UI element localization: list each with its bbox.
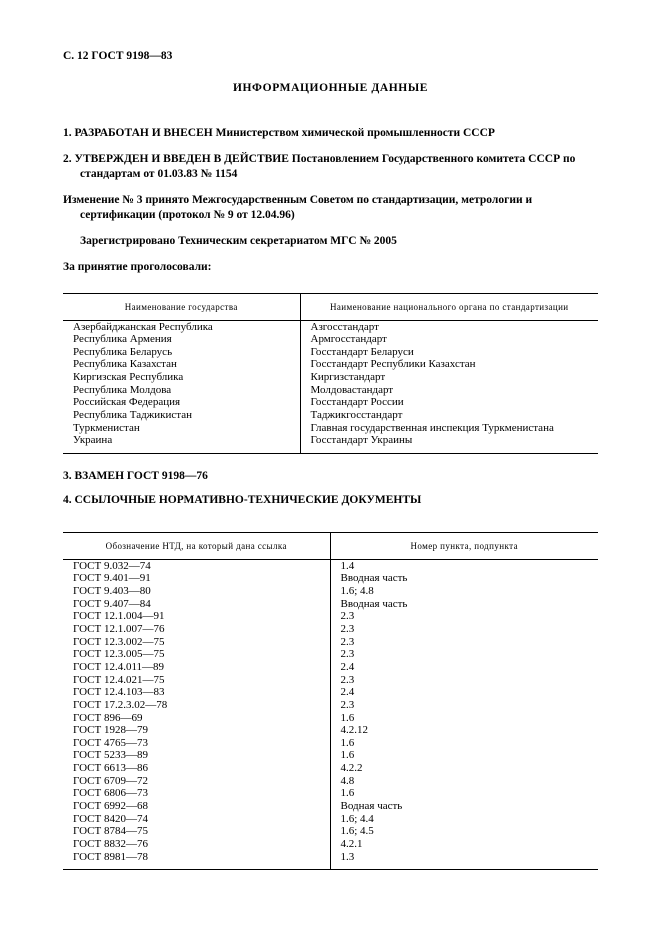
amendment-note: Изменение № 3 принято Межгосударственным Советом по стандартизации, метрологии и сертификации (протокол № 9 от 12.04.96) bbox=[63, 193, 533, 221]
reference-table-row bbox=[63, 572, 598, 585]
clause-reference: 1.6 bbox=[340, 711, 355, 724]
gost-reference: ГОСТ 9.403—80 bbox=[63, 585, 330, 598]
reference-table-row bbox=[63, 610, 598, 623]
reference-table-row bbox=[63, 851, 598, 870]
vote-table-header-row bbox=[63, 293, 598, 320]
reference-table-row bbox=[63, 623, 598, 636]
clause-4: 4. ССЫЛОЧНЫЕ НОРМАТИВНО-ТЕХНИЧЕСКИЕ ДОКУМЕНТЫ bbox=[63, 493, 422, 506]
gost-reference: ГОСТ 6806—73 bbox=[63, 787, 330, 800]
gost-reference: ГОСТ 6992—68 bbox=[63, 800, 330, 813]
gost-reference: ГОСТ 12.4.011—89 bbox=[63, 661, 330, 674]
state-name: Украина bbox=[63, 434, 300, 453]
standards-org-name: Киргизстандарт bbox=[310, 371, 386, 384]
vote-table-row bbox=[63, 333, 598, 346]
clause-2: 2. УТВЕРЖДЕН И ВВЕДЕН В ДЕЙСТВИЕ Постановлением Государственного комитета СССР по стандартам от 01.03.83 № 1154 bbox=[63, 152, 576, 180]
vote-table-row bbox=[63, 371, 598, 384]
gost-reference: ГОСТ 6709—72 bbox=[63, 775, 330, 788]
clause-reference: 4.2.12 bbox=[340, 724, 368, 737]
clause-reference: 2.4 bbox=[340, 686, 355, 699]
reference-table-row bbox=[63, 661, 598, 674]
gost-reference: ГОСТ 8832—76 bbox=[63, 838, 330, 851]
gost-reference: ГОСТ 12.4.021—75 bbox=[63, 674, 330, 687]
gost-reference: ГОСТ 8784—75 bbox=[63, 825, 330, 838]
vote-table-header-org: Наименование национального органа по стандартизации bbox=[300, 293, 598, 320]
state-name: Республика Таджикистан bbox=[63, 409, 300, 422]
state-name: Туркменистан bbox=[63, 422, 300, 435]
standards-org-name: Госстандарт Беларуси bbox=[310, 345, 414, 358]
clause-reference: 1.6 bbox=[340, 787, 355, 800]
gost-reference: ГОСТ 8420—74 bbox=[63, 813, 330, 826]
clause-1: 1. РАЗРАБОТАН И ВНЕСЕН Министерством химической промышленности СССР bbox=[63, 127, 495, 139]
standards-org-name: Молдовастандарт bbox=[310, 383, 394, 396]
clause-reference: 1.6; 4.5 bbox=[340, 825, 374, 838]
gost-reference: ГОСТ 9.401—91 bbox=[63, 572, 330, 585]
clause-reference: 4.2.2 bbox=[340, 762, 363, 775]
reference-table-row bbox=[63, 724, 598, 737]
state-name: Российская Федерация bbox=[63, 396, 300, 409]
reference-table-row bbox=[63, 737, 598, 750]
clause-reference: 2.3 bbox=[340, 610, 355, 623]
clause-reference: 2.4 bbox=[340, 660, 355, 673]
gost-reference: ГОСТ 12.1.007—76 bbox=[63, 623, 330, 636]
reference-table-row bbox=[63, 699, 598, 712]
state-name: Республика Армения bbox=[63, 333, 300, 346]
standards-org-name: Главная государственная инспекция Туркменистана bbox=[310, 421, 554, 434]
reference-table-row bbox=[63, 686, 598, 699]
vote-table-row bbox=[63, 346, 598, 359]
gost-reference: ГОСТ 5233—89 bbox=[63, 749, 330, 762]
vote-table-row bbox=[63, 320, 598, 333]
reference-table-row bbox=[63, 813, 598, 826]
clause-3: 3. ВЗАМЕН ГОСТ 9198—76 bbox=[63, 469, 208, 482]
vote-table-row bbox=[63, 358, 598, 371]
gost-reference: ГОСТ 1928—79 bbox=[63, 724, 330, 737]
clause-reference: Вводная часть bbox=[340, 572, 408, 585]
clause-reference: 2.3 bbox=[340, 623, 355, 636]
standards-org-name: Госстандарт Украины bbox=[310, 434, 413, 447]
vote-table-row bbox=[63, 409, 598, 422]
gost-reference: ГОСТ 8981—78 bbox=[63, 851, 330, 870]
gost-reference: ГОСТ 17.2.3.02—78 bbox=[63, 699, 330, 712]
gost-reference: ГОСТ 12.4.103—83 bbox=[63, 686, 330, 699]
reference-table bbox=[63, 532, 598, 870]
state-name: Республика Казахстан bbox=[63, 358, 300, 371]
state-name: Азербайджанская Республика bbox=[63, 320, 300, 333]
reference-table-row bbox=[63, 775, 598, 788]
reference-table-row bbox=[63, 838, 598, 851]
state-name: Республика Беларусь bbox=[63, 346, 300, 359]
reference-table-row bbox=[63, 749, 598, 762]
clause-reference: 1.4 bbox=[340, 559, 355, 572]
page-number-header: С. 12 ГОСТ 9198—83 bbox=[63, 50, 173, 62]
clause-reference: Водная часть bbox=[340, 800, 403, 813]
gost-reference: ГОСТ 9.407—84 bbox=[63, 598, 330, 611]
gost-reference: ГОСТ 9.032—74 bbox=[63, 559, 330, 572]
reference-table-row bbox=[63, 762, 598, 775]
clause-reference: 1.3 bbox=[340, 850, 355, 863]
voted-label: За принятие проголосовали: bbox=[63, 260, 212, 273]
clause-reference: 2.3 bbox=[340, 698, 355, 711]
clause-reference: Вводная часть bbox=[340, 597, 408, 610]
standards-org-name: Госстандарт Республики Казахстан bbox=[310, 358, 476, 371]
clause-reference: 4.2.1 bbox=[340, 837, 363, 850]
reference-table-header-ntd: Обозначение НТД, на который дана ссылка bbox=[63, 532, 330, 559]
reference-table-header-clause: Номер пункта, подпункта bbox=[330, 532, 598, 559]
vote-table-row bbox=[63, 422, 598, 435]
reference-table-row bbox=[63, 674, 598, 687]
section-title: ИНФОРМАЦИОННЫЕ ДАННЫЕ bbox=[232, 82, 429, 94]
vote-table-header-state: Наименование государства bbox=[63, 293, 300, 320]
gost-reference: ГОСТ 4765—73 bbox=[63, 737, 330, 750]
clause-reference: 2.3 bbox=[340, 673, 355, 686]
reference-table-row bbox=[63, 648, 598, 661]
state-name: Киргизская Республика bbox=[63, 371, 300, 384]
standards-org-name: Таджикгосстандарт bbox=[310, 409, 403, 422]
vote-table-row bbox=[63, 384, 598, 397]
clause-reference: 2.3 bbox=[340, 635, 355, 648]
vote-table-row bbox=[63, 396, 598, 409]
clause-reference: 1.6; 4.8 bbox=[340, 585, 374, 598]
reference-table-row bbox=[63, 800, 598, 813]
gost-reference: ГОСТ 6613—86 bbox=[63, 762, 330, 775]
standards-org-name: Азгосстандарт bbox=[310, 320, 379, 333]
gost-reference: ГОСТ 12.1.004—91 bbox=[63, 610, 330, 623]
reference-table-row bbox=[63, 636, 598, 649]
reference-table-row bbox=[63, 787, 598, 800]
clause-reference: 4.8 bbox=[340, 774, 355, 787]
gost-reference: ГОСТ 12.3.002—75 bbox=[63, 636, 330, 649]
vote-table-row bbox=[63, 434, 598, 453]
reference-table-row bbox=[63, 598, 598, 611]
reference-table-header-row bbox=[63, 532, 598, 559]
state-name: Республика Молдова bbox=[63, 384, 300, 397]
reference-table-row bbox=[63, 585, 598, 598]
reference-table-row bbox=[63, 559, 598, 572]
vote-table bbox=[63, 293, 598, 454]
registered-note: Зарегистрировано Техническим секретариатом МГС № 2005 bbox=[80, 234, 397, 247]
clause-reference: 1.6 bbox=[340, 749, 355, 762]
clause-reference: 1.6; 4.4 bbox=[340, 812, 374, 825]
gost-reference: ГОСТ 12.3.005—75 bbox=[63, 648, 330, 661]
reference-table-row bbox=[63, 825, 598, 838]
standards-org-name: Армгосстандарт bbox=[310, 333, 387, 346]
clause-reference: 1.6 bbox=[340, 736, 355, 749]
gost-reference: ГОСТ 896—69 bbox=[63, 712, 330, 725]
clause-reference: 2.3 bbox=[340, 648, 355, 661]
standards-org-name: Госстандарт России bbox=[310, 396, 404, 409]
reference-table-row bbox=[63, 712, 598, 725]
